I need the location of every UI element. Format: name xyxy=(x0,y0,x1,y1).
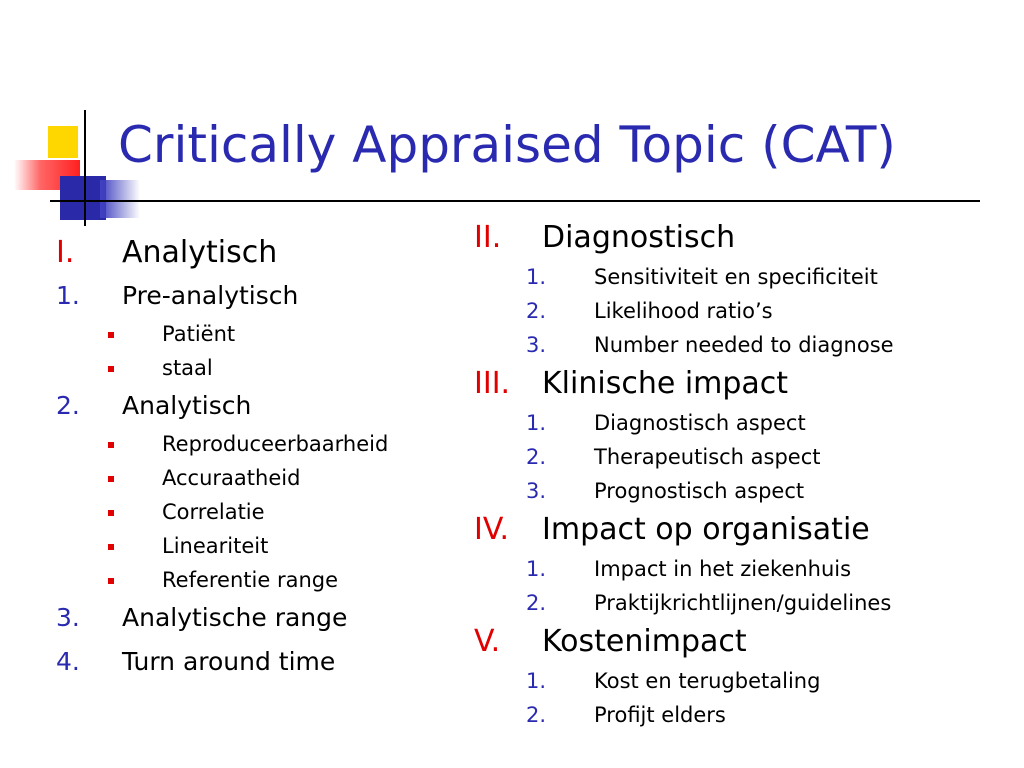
logo-vertical-line xyxy=(84,110,86,226)
bullet-item xyxy=(56,317,456,351)
roman-marker: IV. xyxy=(474,512,510,547)
list-item xyxy=(474,698,1004,732)
list-item-label: Analytisch xyxy=(122,391,252,420)
roman-marker: V. xyxy=(474,624,501,659)
number-marker: 1. xyxy=(526,557,547,581)
roman-marker: III. xyxy=(474,366,511,401)
list-item xyxy=(474,294,1004,328)
list-item xyxy=(474,328,1004,362)
right-column xyxy=(474,216,1004,732)
number-marker: 2. xyxy=(526,299,547,323)
list-item xyxy=(56,641,456,683)
number-marker: 2. xyxy=(526,445,547,469)
bullet-label: Patiënt xyxy=(162,322,236,346)
section-row xyxy=(474,362,1004,406)
list-item xyxy=(474,260,1004,294)
list-item-label: Kost en terugbetaling xyxy=(594,669,821,693)
bullet-square-icon xyxy=(108,544,114,550)
list-item xyxy=(474,552,1004,586)
bullet-item xyxy=(56,563,456,597)
bullet-label: Correlatie xyxy=(162,500,265,524)
list-item xyxy=(474,406,1004,440)
number-marker: 2. xyxy=(56,391,80,420)
roman-marker: I. xyxy=(56,235,75,270)
list-item-label: Analytische range xyxy=(122,603,348,632)
list-item-label: Praktijkrichtlijnen/guidelines xyxy=(594,591,892,615)
list-item xyxy=(474,474,1004,508)
logo-yellow-square xyxy=(48,126,78,158)
bullet-square-icon xyxy=(108,442,114,448)
number-marker: 3. xyxy=(526,333,547,357)
number-marker: 3. xyxy=(526,479,547,503)
list-item-label: Likelihood ratio’s xyxy=(594,299,773,323)
bullet-label: Accuraatheid xyxy=(162,466,301,490)
bullet-item xyxy=(56,529,456,563)
list-item-label: Number needed to diagnose xyxy=(594,333,894,357)
number-marker: 1. xyxy=(526,411,547,435)
bullet-square-icon xyxy=(108,510,114,516)
list-item-label: Prognostisch aspect xyxy=(594,479,805,503)
section-row xyxy=(474,508,1004,552)
list-item xyxy=(56,275,456,317)
bullet-square-icon xyxy=(108,332,114,338)
section-label: Kostenimpact xyxy=(542,624,747,659)
list-item-label: Diagnostisch aspect xyxy=(594,411,806,435)
left-column xyxy=(56,230,456,683)
bullet-label: Lineariteit xyxy=(162,534,269,558)
title-underline xyxy=(50,200,980,202)
section-label: Diagnostisch xyxy=(542,220,736,255)
list-item xyxy=(474,440,1004,474)
section-row xyxy=(56,230,456,275)
bullet-square-icon xyxy=(108,366,114,372)
list-item-label: Turn around time xyxy=(122,647,336,676)
section-row xyxy=(474,216,1004,260)
bullet-square-icon xyxy=(108,578,114,584)
bullet-item xyxy=(56,427,456,461)
number-marker: 3. xyxy=(56,603,80,632)
number-marker: 4. xyxy=(56,647,80,676)
list-item-label: Sensitiviteit en specificiteit xyxy=(594,265,878,289)
logo-blue-fade xyxy=(100,180,140,218)
list-item xyxy=(56,385,456,427)
list-item xyxy=(474,586,1004,620)
number-marker: 1. xyxy=(526,669,547,693)
roman-marker: II. xyxy=(474,220,502,255)
section-label: Impact op organisatie xyxy=(542,512,870,547)
section-row xyxy=(474,620,1004,664)
bullet-label: Referentie range xyxy=(162,568,339,592)
bullet-item xyxy=(56,461,456,495)
list-item-label: Therapeutisch aspect xyxy=(594,445,821,469)
slide-title: Critically Appraised Topic (CAT) xyxy=(118,116,896,174)
list-item-label: Pre-analytisch xyxy=(122,281,299,310)
bullet-label: Reproduceerbaarheid xyxy=(162,432,389,456)
number-marker: 1. xyxy=(526,265,547,289)
bullet-item xyxy=(56,351,456,385)
list-item-label: Impact in het ziekenhuis xyxy=(594,557,852,581)
list-item xyxy=(474,664,1004,698)
list-item-label: Profijt elders xyxy=(594,703,726,727)
section-label: Klinische impact xyxy=(542,366,789,401)
bullet-square-icon xyxy=(108,476,114,482)
bullet-item xyxy=(56,495,456,529)
bullet-label: staal xyxy=(162,356,213,380)
number-marker: 2. xyxy=(526,591,547,615)
section-label: Analytisch xyxy=(122,235,278,270)
number-marker: 2. xyxy=(526,703,547,727)
number-marker: 1. xyxy=(56,281,80,310)
list-item xyxy=(56,597,456,641)
